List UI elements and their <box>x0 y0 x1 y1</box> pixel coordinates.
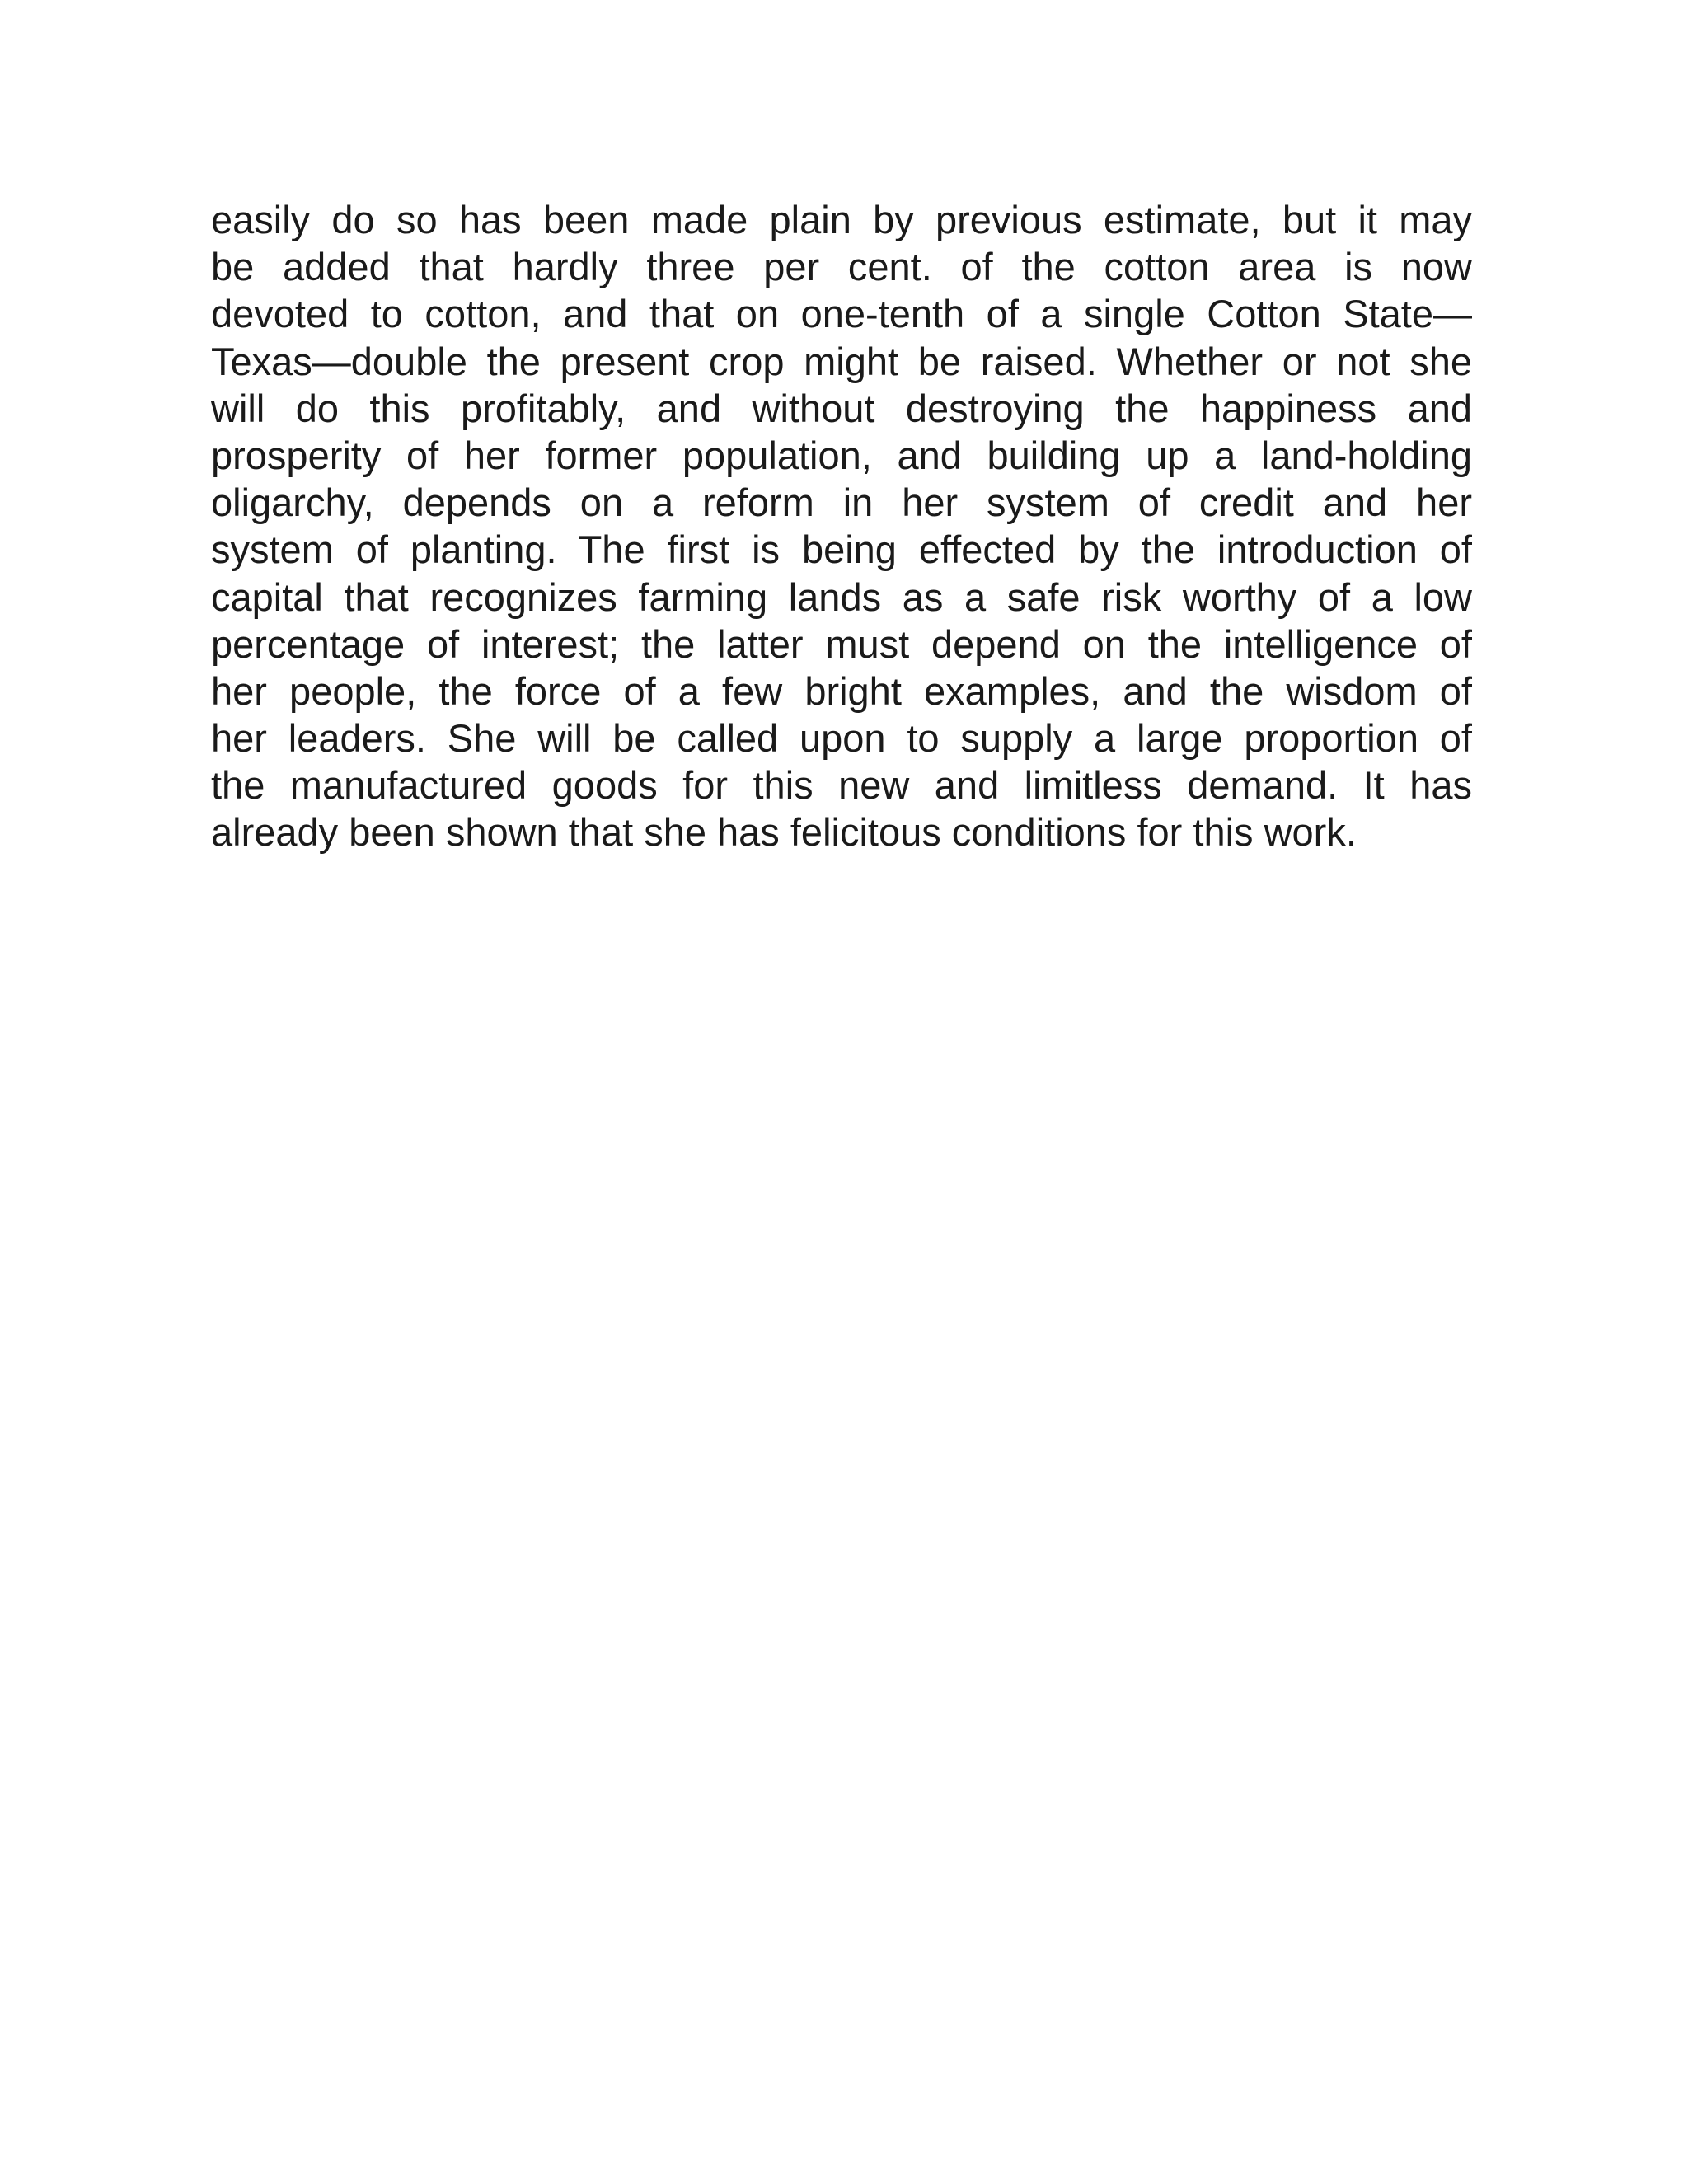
paragraph-line: the manufactured goods for this new and limitless demand. It has <box>211 763 1472 808</box>
body-paragraph <box>211 196 1472 856</box>
paragraph-line: easily do so has been made plain by previous estimate, but it may <box>211 198 1472 241</box>
paragraph-line: already been shown that she has felicitous conditions for this work. <box>211 810 1357 855</box>
paragraph-line: percentage of interest; the latter must depend on the intelligence of <box>211 621 1472 666</box>
paragraph-line: capital that recognizes farming lands as a safe risk worthy of a low <box>211 574 1472 619</box>
paragraph-line: oligarchy, depends on a reform in her system of credit and her <box>211 480 1472 525</box>
paragraph-line: her leaders. She will be called upon to supply a large proportion of <box>211 716 1472 761</box>
paragraph-line: devoted to cotton, and that on one-tenth of a single Cotton State— <box>211 292 1472 336</box>
paragraph-line: prosperity of her former population, and building up a land-holding <box>211 433 1472 477</box>
paragraph-line: Texas—double the present crop might be raised. Whether or not she <box>211 339 1472 383</box>
paragraph-line: her people, the force of a few bright examples, and the wisdom of <box>211 668 1472 713</box>
paragraph-line: be added that hardly three per cent. of the cotton area is now <box>211 245 1472 289</box>
paragraph-line: system of planting. The first is being effected by the introduction of <box>211 527 1472 572</box>
paragraph-line: will do this profitably, and without destroying the happiness and <box>211 386 1472 430</box>
